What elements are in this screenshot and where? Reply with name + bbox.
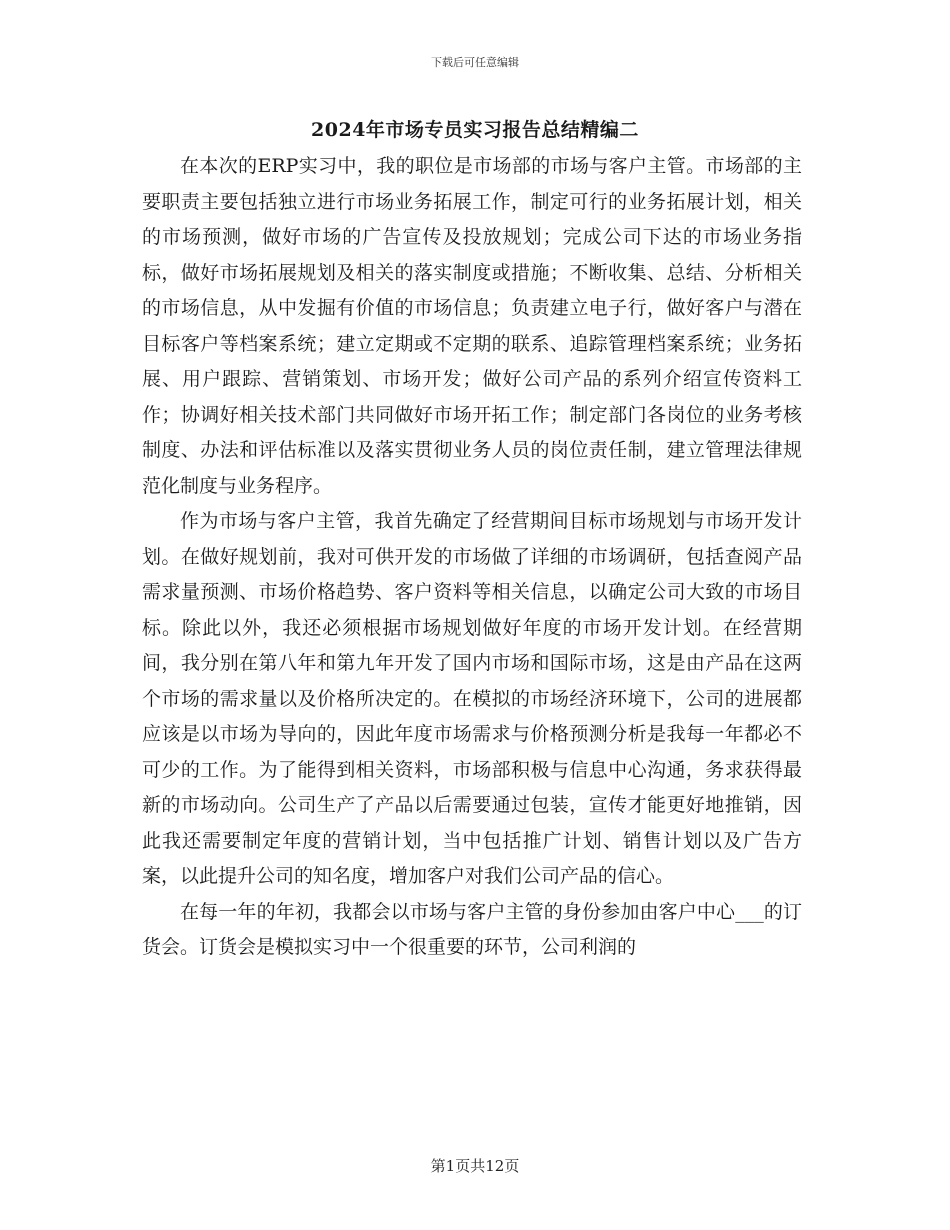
- footer-total-pages: 12: [485, 1157, 505, 1175]
- footer-current-page: 1: [445, 1157, 456, 1175]
- paragraph: 在本次的ERP实习中，我的职位是市场部的市场与客户主管。市场部的主要职责主要包括独立进行市场业务拓展工作，制定可行的业务拓展计划，相关的市场预测，做好市场的广告宣传及投放规划；完成公司下达的市场业务指标，做好市场拓展规划及相关的落实制度或措施；不断收集、总结、分析相关的市场信息，从中发掘有价值的市场信息；负责建立电子行，做好客户与潜在目标客户等档案系统；建立定期或不定期的联系、追踪管理档案系统；业务拓展、用户跟踪、营销策划、市场开发；做好公司产品的系列介绍宣传资料工作；协调好相关技术部门共同做好市场开拓工作；制定部门各岗位的业务考核制度、办法和评估标准以及落实贯彻业务人员的岗位责任制，建立管理法律规范化制度与业务程序。: [142, 155, 802, 497]
- footer-suffix: 页: [504, 1157, 520, 1175]
- page-footer: [0, 1155, 950, 1176]
- paragraph: 在每一年的年初，我都会以市场与客户主管的身份参加由客户中心___的订货会。订货会是模拟实习中一个很重要的环节，公司利润的: [142, 900, 802, 958]
- footer-middle: 页共: [455, 1157, 486, 1175]
- document-body: [142, 149, 802, 966]
- header-note: 下载后可任意编辑: [431, 56, 519, 69]
- footer-prefix: 第: [430, 1157, 446, 1175]
- paragraph: 作为市场与客户主管，我首先确定了经营期间目标市场规划与市场开发计划。在做好规划前，我对可供开发的市场做了详细的市场调研，包括查阅产品需求量预测、市场价格趋势、客户资料等相关信息，以确定公司大致的市场目标。除此以外，我还必须根据市场规划做好年度的市场开发计划。在经营期间，我分别在第八年和第九年开发了国内市场和国际市场，这是由产品在这两个市场的需求量以及价格所决定的。在模拟的市场经济环境下，公司的进展都应该是以市场为导向的，因此年度市场需求与价格预测分析是我每一年都必不可少的工作。为了能得到相关资料，市场部积极与信息中心沟通，务求获得最新的市场动向。公司生产了产品以后需要通过包装，宣传才能更好地推销，因此我还需要制定年度的营销计划，当中包括推广计划、销售计划以及广告方案，以此提升公司的知名度，增加客户对我们公司产品的信心。: [142, 510, 802, 887]
- document-title: 2024年市场专员实习报告总结精编二: [311, 119, 639, 141]
